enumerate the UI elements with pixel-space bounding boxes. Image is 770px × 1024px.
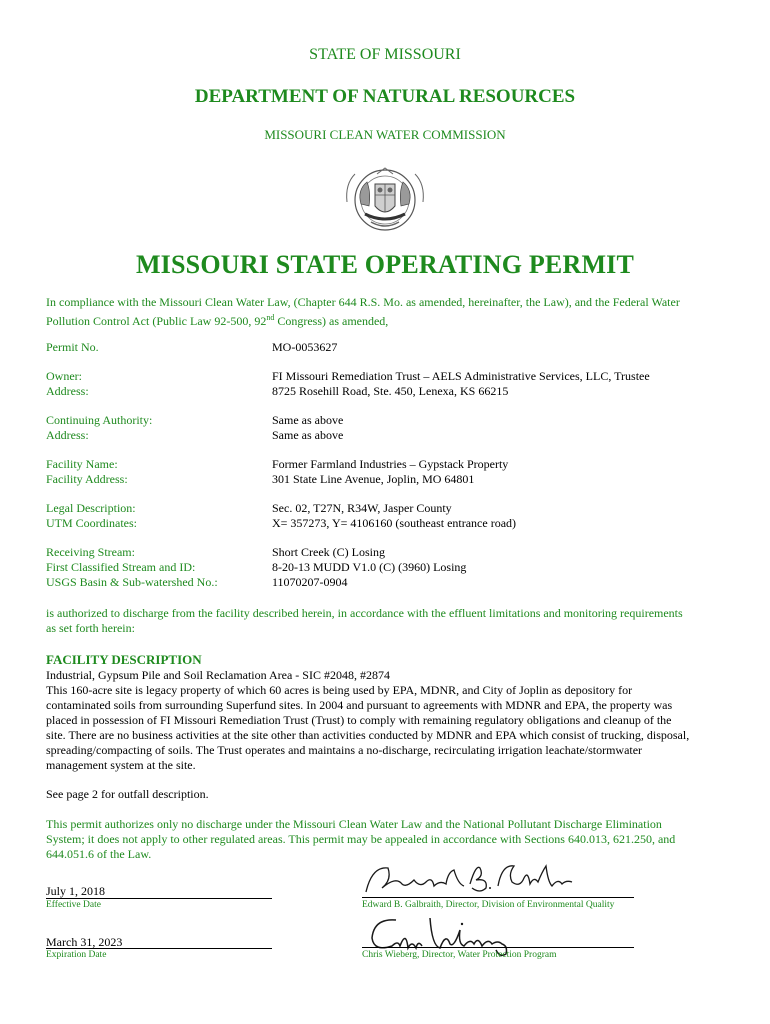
permit-number-row bbox=[46, 340, 726, 355]
owner-value: FI Missouri Remediation Trust – AELS Administrative Services, LLC, Trustee bbox=[272, 369, 650, 383]
disclaimer-line-1: This permit authorizes only no discharge under the Missouri Clean Water Law and the National Pollutant Discharge Elimination bbox=[46, 817, 662, 831]
continuing-authority-row bbox=[46, 413, 726, 428]
utm-coordinates-value: X= 357273, Y= 4106160 (southeast entrance road) bbox=[272, 516, 517, 530]
facility-address-value: 301 State Line Avenue, Joplin, MO 64801 bbox=[272, 472, 475, 486]
classified-stream-row bbox=[46, 560, 726, 575]
owner-address-label: Address: bbox=[46, 384, 89, 398]
facility-address-row bbox=[46, 472, 726, 487]
permit-disclaimer bbox=[46, 817, 726, 862]
facility-name-value: Former Farmland Industries – Gypstack Property bbox=[272, 457, 509, 471]
owner-label: Owner: bbox=[46, 369, 82, 383]
disclaimer-line-3: 644.051.6 of the Law. bbox=[46, 847, 152, 861]
facility-address-label: Facility Address: bbox=[46, 472, 128, 486]
classified-stream-label: First Classified Stream and ID: bbox=[46, 560, 196, 574]
owner-address-row bbox=[46, 384, 726, 399]
continuing-address-row bbox=[46, 428, 726, 443]
utm-coordinates-row bbox=[46, 516, 726, 531]
signer-2-title: Chris Wieberg, Director, Water Protection Program bbox=[362, 950, 557, 960]
missouri-state-seal-icon bbox=[341, 162, 429, 242]
permit-fields bbox=[46, 340, 726, 604]
receiving-stream-value: Short Creek (C) Losing bbox=[272, 545, 385, 559]
facility-description-heading: FACILITY DESCRIPTION bbox=[46, 652, 202, 667]
classified-stream-value: 8-20-13 MUDD V1.0 (C) (3960) Losing bbox=[272, 560, 467, 574]
utm-coordinates-label: UTM Coordinates: bbox=[46, 516, 137, 530]
intro-line-2: Pollution Control Act (Public Law 92-500, 92nd Congress) as amended, bbox=[46, 313, 389, 328]
galbraith-signature-icon bbox=[362, 858, 577, 902]
facility-name-row bbox=[46, 457, 726, 472]
disclaimer-line-2: System; it does not apply to other regulated areas. This permit may be appealed in accordance with Sections 640.013, 621.250, and bbox=[46, 832, 676, 846]
authorization-line-2: as set forth herein: bbox=[46, 621, 135, 635]
facility-description-line: management system at the site. bbox=[46, 758, 196, 772]
permit-title: MISSOURI STATE OPERATING PERMIT bbox=[135, 250, 635, 279]
facility-name-label: Facility Name: bbox=[46, 457, 118, 471]
usgs-basin-row bbox=[46, 575, 726, 590]
permit-number-label: Permit No. bbox=[46, 340, 99, 354]
signer-1-title: Edward B. Galbraith, Director, Division of Environmental Quality bbox=[362, 900, 615, 910]
facility-description-line: spreading/compacting of soils. The Trust operates and maintains a no-discharge, recirculating irrigation leachate/stormwater bbox=[46, 743, 643, 757]
legal-description-row bbox=[46, 501, 726, 516]
usgs-basin-value: 11070207-0904 bbox=[272, 575, 348, 589]
continuing-authority-label: Continuing Authority: bbox=[46, 413, 153, 427]
expiration-date-value: March 31, 2023 bbox=[46, 935, 123, 949]
commission-heading: MISSOURI CLEAN WATER COMMISSION bbox=[264, 127, 506, 142]
effective-date-value: July 1, 2018 bbox=[46, 884, 106, 898]
expiration-date-line bbox=[46, 948, 272, 949]
authorization-statement bbox=[46, 606, 726, 636]
authorization-line-1: is authorized to discharge from the facility described herein, in accordance with the effluent limitations and monitoring requirements bbox=[46, 606, 683, 620]
facility-description-line: contaminated soils from surrounding Superfund sites. In 2004 and pursuant to agreements with MDNR and EPA, the property was bbox=[46, 698, 673, 712]
usgs-basin-label: USGS Basin & Sub-watershed No.: bbox=[46, 575, 218, 589]
facility-description-line: This 160-acre site is legacy property of which 60 acres is being used by EPA, MDNR, and City of Joplin as depository for bbox=[46, 683, 633, 697]
receiving-stream-label: Receiving Stream: bbox=[46, 545, 135, 559]
continuing-authority-value: Same as above bbox=[272, 413, 344, 427]
signature-line-1 bbox=[362, 897, 634, 898]
permit-number-value: MO-0053627 bbox=[272, 340, 338, 354]
facility-description-line: placed in possession of FI Missouri Remediation Trust (Trust) to comply with remaining regulatory obligations and cleanup of the bbox=[46, 713, 672, 727]
owner-address-value: 8725 Rosehill Road, Ste. 450, Lenexa, KS 66215 bbox=[272, 384, 509, 398]
legal-description-value: Sec. 02, T27N, R34W, Jasper County bbox=[272, 501, 452, 515]
receiving-stream-row bbox=[46, 545, 726, 560]
facility-description-text bbox=[46, 668, 726, 773]
legal-description-label: Legal Description: bbox=[46, 501, 136, 515]
effective-date-label: Effective Date bbox=[46, 900, 101, 910]
state-heading: STATE OF MISSOURI bbox=[309, 46, 461, 63]
effective-date-line bbox=[46, 898, 272, 899]
expiration-date-label: Expiration Date bbox=[46, 950, 107, 960]
signature-line-2 bbox=[362, 947, 634, 948]
facility-description-line: site. There are no business activities at the site other than activities conducted by MDNR and EPA which consist of trucking, disposal, bbox=[46, 728, 690, 742]
department-heading: DEPARTMENT OF NATURAL RESOURCES bbox=[194, 86, 576, 107]
intro-line-1: In compliance with the Missouri Clean Water Law, (Chapter 644 R.S. Mo. as amended, hereinafter, the Law), and the Federal Water bbox=[46, 295, 680, 309]
continuing-address-label: Address: bbox=[46, 428, 89, 442]
continuing-address-value: Same as above bbox=[272, 428, 344, 442]
owner-row bbox=[46, 369, 726, 384]
facility-description-line: Industrial, Gypsum Pile and Soil Reclamation Area - SIC #2048, #2874 bbox=[46, 668, 390, 682]
see-page-note: See page 2 for outfall description. bbox=[46, 787, 209, 801]
compliance-statement bbox=[46, 295, 726, 329]
